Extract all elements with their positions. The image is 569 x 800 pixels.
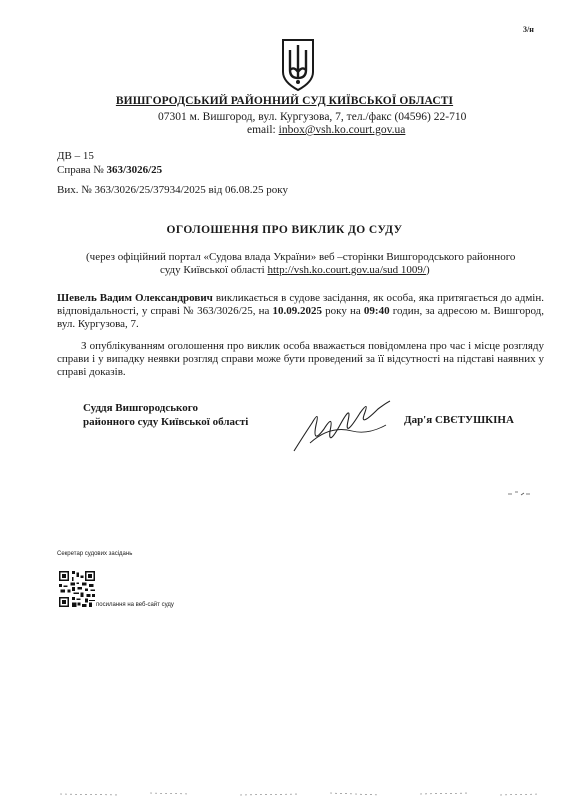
- court-email-line: [247, 124, 405, 136]
- person-name: Шевель Вадим Олександрович: [57, 292, 213, 304]
- summons-text-2: року на: [322, 305, 364, 318]
- case-line: [57, 164, 162, 176]
- summons-paragraph: [57, 292, 544, 332]
- case-number: 363/3026/25: [106, 164, 163, 176]
- announcement-subtitle-line2: [160, 264, 430, 276]
- hearing-time: 09:40: [363, 305, 390, 318]
- trident-emblem-icon: [281, 38, 315, 92]
- court-address: 07301 м. Вишгород, вул. Кургузова, 7, тел./факс (04596) 22-710: [158, 111, 467, 123]
- qr-caption: посилання на веб-сайт суду: [96, 602, 174, 608]
- announcement-subtitle-line1: (через офіційний портал «Судова влада України» веб –сторінки Вишгородського районного: [86, 251, 516, 263]
- judge-title-line2: районного суду Київської області: [83, 416, 249, 428]
- page-number: 3/н: [523, 25, 534, 34]
- judge-title-line1: Суддя Вишгородського: [83, 402, 198, 414]
- summons-text-3: годин, за адресою м. Вишгород, вул. Кургузова, 7.: [57, 305, 544, 331]
- email-label: email:: [247, 124, 279, 136]
- case-label: Справа №: [57, 164, 107, 176]
- subtitle-suffix: ): [425, 264, 430, 276]
- scan-speck: [506, 489, 532, 497]
- notice-paragraph: З опублікуванням оголошення про виклик особа вважається повідомлена про час і місце розгляду справи і у випадку неявки розгляд справи може бути проведений за її відсутності на підставі наявних у справі доказів.: [57, 340, 544, 379]
- doc-dv: ДВ – 15: [57, 150, 94, 162]
- announcement-title: ОГОЛОШЕННЯ ПРО ВИКЛИК ДО СУДУ: [166, 224, 403, 236]
- outgoing-reference: Вих. № 363/3026/25/37934/2025 від 06.08.25 року: [57, 184, 288, 196]
- court-site-link[interactable]: http://vsh.ko.court.gov.ua/sud 1009/: [267, 264, 426, 276]
- court-name: ВИШГОРОДСЬКИЙ РАЙОННИЙ СУД КИЇВСЬКОЇ ОБЛАСТІ: [115, 95, 454, 107]
- scan-edge-noise: [0, 786, 569, 800]
- summons-text-1: викликається в судове засідання, як особа, яка притягається до адмін. відповідальності, у справі № 363/3026/25, на: [57, 292, 544, 318]
- qr-code-icon[interactable]: [59, 571, 95, 607]
- court-email-link[interactable]: inbox@vsh.ko.court.gov.ua: [278, 124, 406, 136]
- judge-name: Дар'я СВЄТУШКІНА: [404, 414, 514, 426]
- subtitle-prefix: суду Київської області: [160, 264, 268, 276]
- hearing-date: 10.09.2025: [272, 305, 323, 318]
- judge-signature: [290, 395, 394, 457]
- secretary-label: Секретар судових засідань: [57, 551, 133, 557]
